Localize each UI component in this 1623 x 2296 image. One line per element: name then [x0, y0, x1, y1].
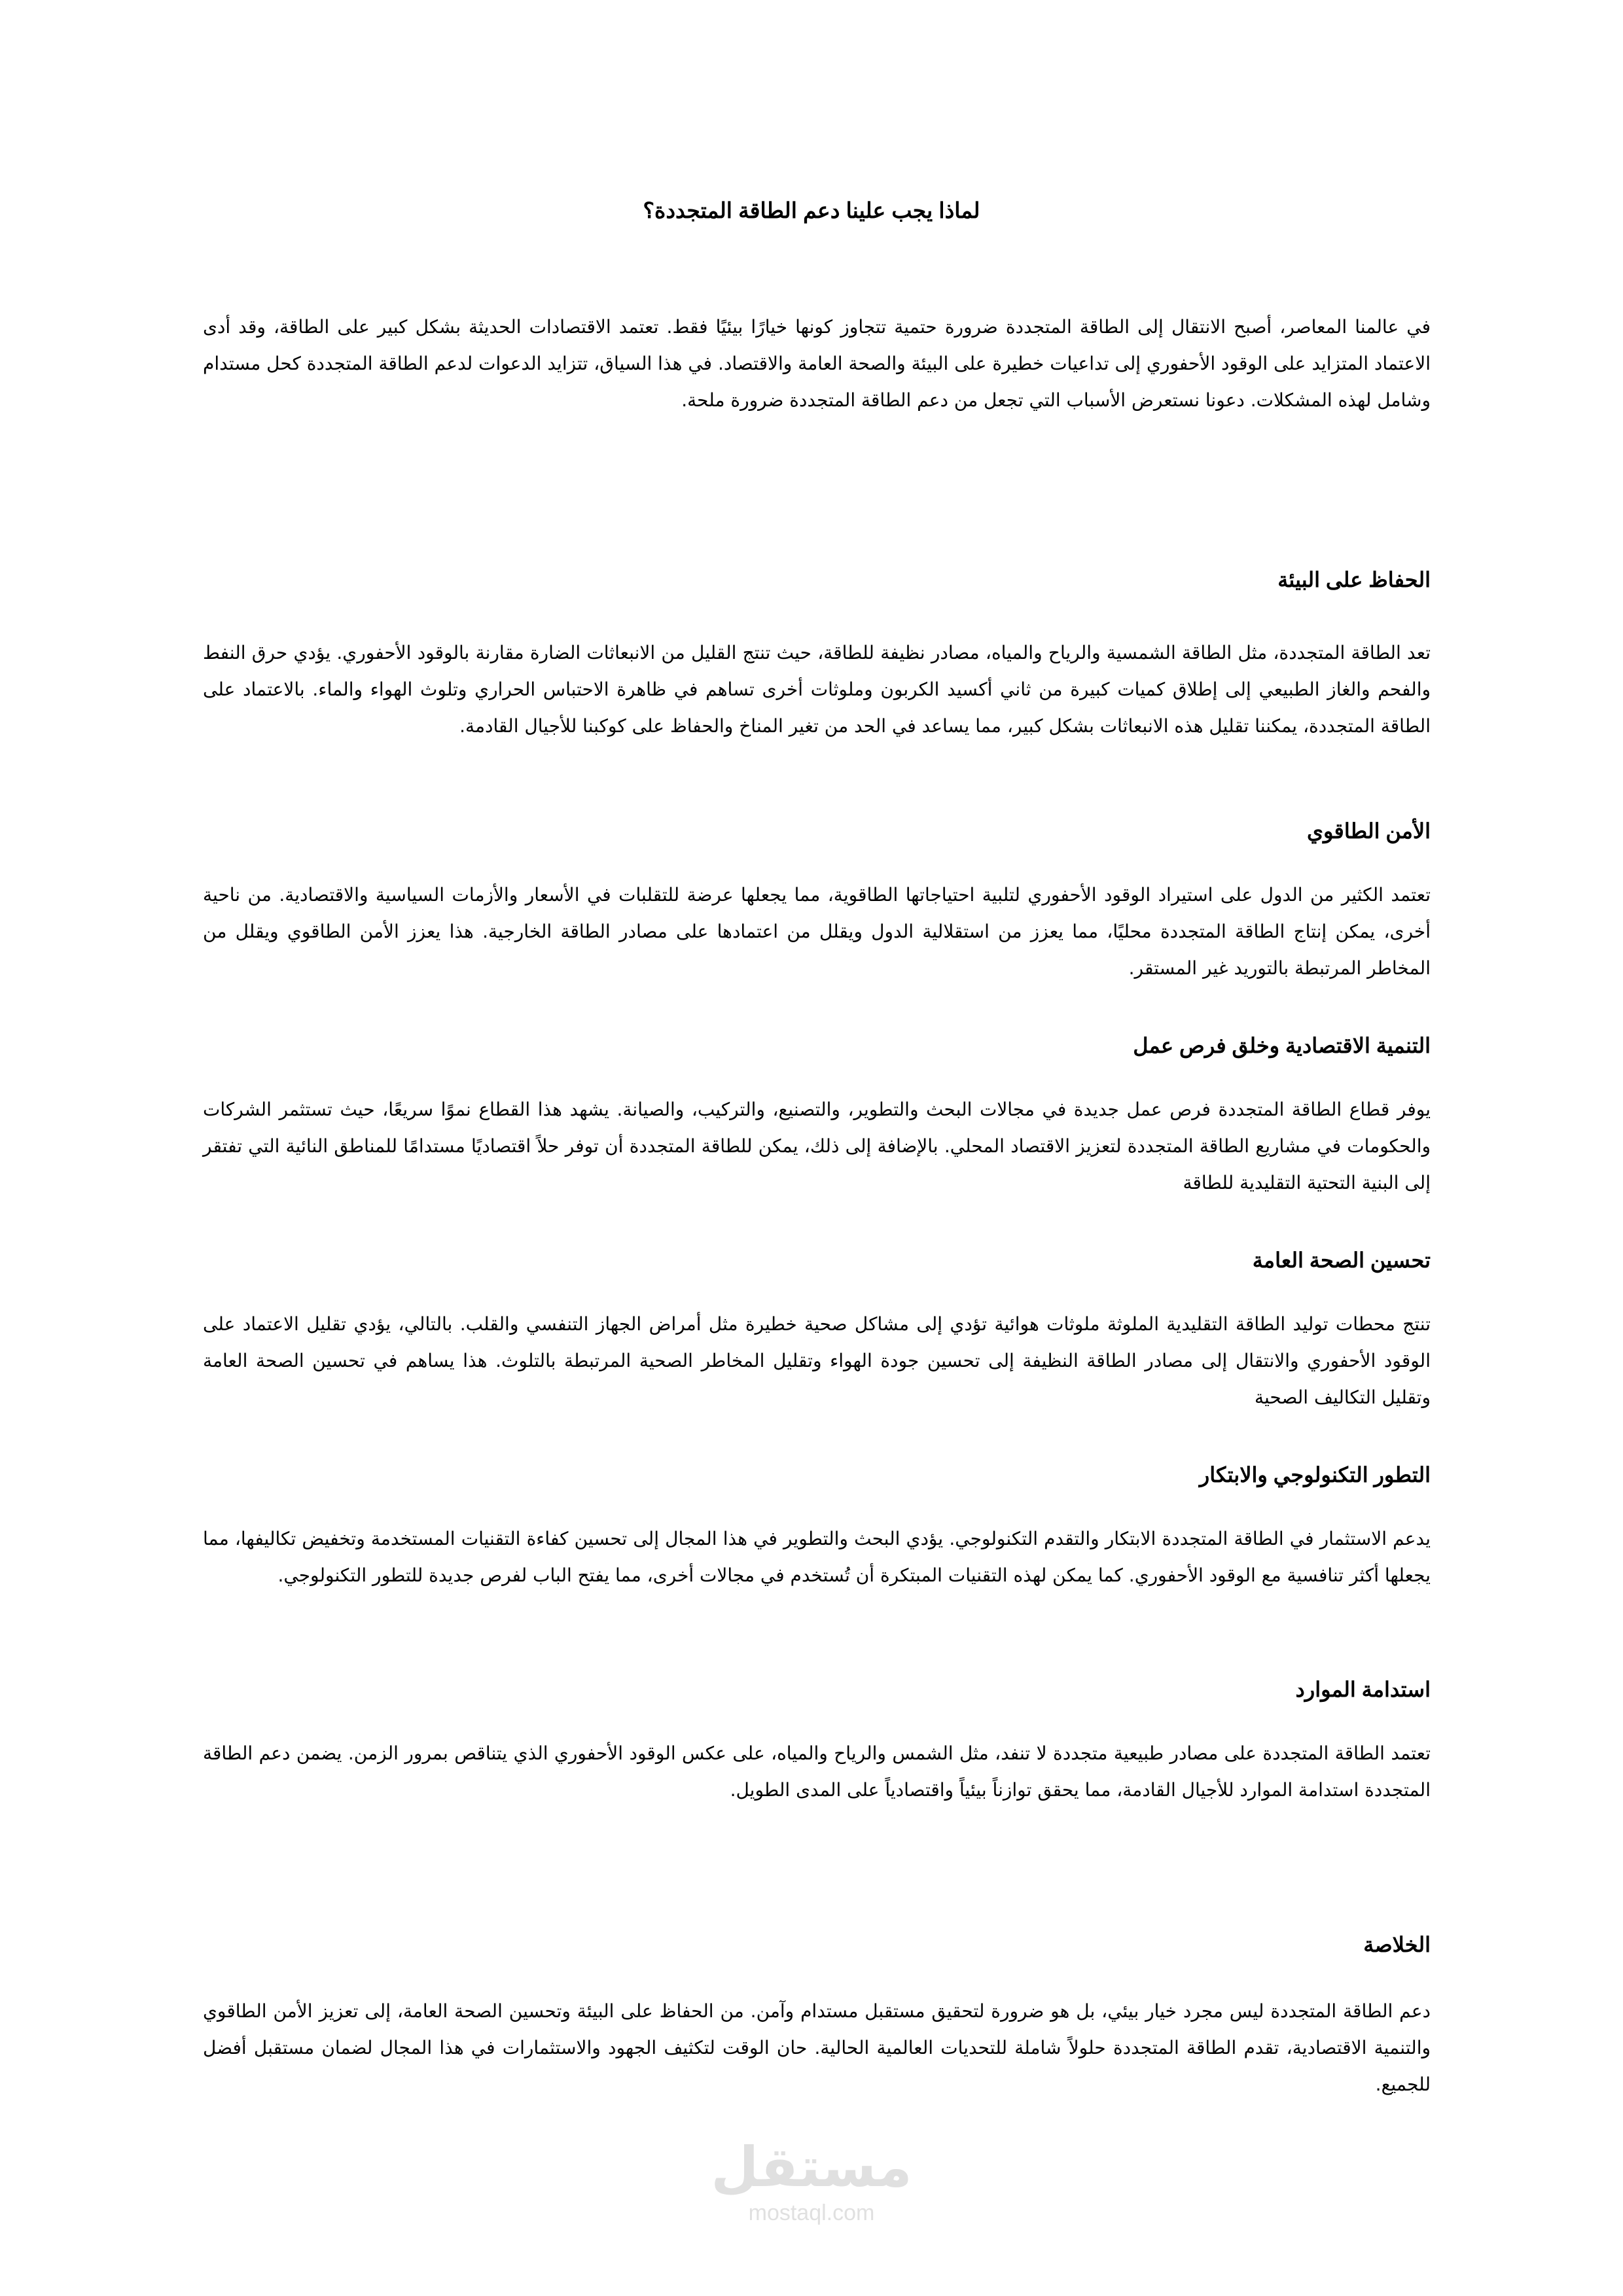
watermark-url: mostaql.com [748, 2200, 875, 2225]
section-heading-resource-sustainability: استدامة الموارد [1295, 1678, 1431, 1701]
document-title: لماذا يجب علينا دعم الطاقة المتجددة؟ [643, 198, 980, 222]
section-body-economic-development: يوفر قطاع الطاقة المتجددة فرص عمل جديدة في مجالات البحث والتطوير، والتصنيع، والتركيب، والصيانة. يشهد هذا القطاع نموًا سريعًا، حيث تستثمر الشركات والحكومات في مشاريع الطاقة المتجددة لتعزيز الاقتصاد المحلي. بالإضافة إلى ذلك، يمكن للطاقة المتجددة أن توفر حلاً اقتصاديًا مستدامًا للمناطق النائية التي تفتقر إلى البنية التحتية التقليدية للطاقة [203, 1099, 1431, 1193]
section-body-environment: تعد الطاقة المتجددة، مثل الطاقة الشمسية والرياح والمياه، مصادر نظيفة للطاقة، حيث تنتج القليل من الانبعاثات الضارة مقارنة بالوقود الأحفوري. يؤدي حرق النفط والفحم والغاز الطبيعي إلى إطلاق كميات كبيرة من ثاني أكسيد الكربون وملوثات أخرى تساهم في ظاهرة الاحتباس الحراري وتلوث الهواء والماء. بالاعتماد على الطاقة المتجددة، يمكننا تقليل هذه الانبعاثات بشكل كبير، مما يساعد في الحد من تغير المناخ والحفاظ على كوكبنا للأجيال القادمة. [203, 642, 1431, 737]
mostaql-watermark [694, 2134, 929, 2226]
section-heading-economic-development: التنمية الاقتصادية وخلق فرص عمل [1133, 1034, 1431, 1057]
section-heading-technology: التطور التكنولوجي والابتكار [1199, 1463, 1431, 1487]
watermark-logo: مستقل [711, 2135, 912, 2199]
intro-paragraph: في عالمنا المعاصر، أصبح الانتقال إلى الطاقة المتجددة ضرورة حتمية تتجاوز كونها خيارًا بيئيًا فقط. تعتمد الاقتصادات الحديثة بشكل كبير على الطاقة، وقد أدى الاعتماد المتزايد على الوقود الأحفوري إلى تداعيات خطيرة على البيئة والصحة العامة والاقتصاد. في هذا السياق، تتزايد الدعوات لدعم الطاقة المتجددة كحل مستدام وشامل لهذه المشكلات. دعونا نستعرض الأسباب التي تجعل من دعم الطاقة المتجددة ضرورة ملحة. [203, 316, 1431, 411]
section-body-public-health: تنتج محطات توليد الطاقة التقليدية الملوثة ملوثات هوائية تؤدي إلى مشاكل صحية خطيرة مثل أمراض الجهاز التنفسي والقلب. بالتالي، يؤدي تقليل الاعتماد على الوقود الأحفوري والانتقال إلى مصادر الطاقة النظيفة إلى تحسين جودة الهواء وتقليل المخاطر الصحية المرتبطة بالتلوث. هذا يساهم في تحسين الصحة العامة وتقليل التكاليف الصحية [203, 1313, 1431, 1408]
section-heading-conclusion: الخلاصة [1363, 1933, 1431, 1956]
section-heading-energy-security: الأمن الطاقوي [1306, 819, 1431, 843]
section-body-conclusion: دعم الطاقة المتجددة ليس مجرد خيار بيئي، بل هو ضرورة لتحقيق مستقبل مستدام وآمن. من الحفاظ على البيئة وتحسين الصحة العامة، إلى تعزيز الأمن الطاقوي والتنمية الاقتصادية، تقدم الطاقة المتجددة حلولاً شاملة للتحديات العالمية الحالية. حان الوقت لتكثيف الجهود والاستثمارات في هذا المجال لضمان مستقبل أفضل للجميع. [203, 2000, 1431, 2095]
section-heading-public-health: تحسين الصحة العامة [1252, 1248, 1431, 1272]
section-body-resource-sustainability: تعتمد الطاقة المتجددة على مصادر طبيعية متجددة لا تنفد، مثل الشمس والرياح والمياه، على عكس الوقود الأحفوري الذي يتناقص بمرور الزمن. يضمن دعم الطاقة المتجددة استدامة الموارد للأجيال القادمة، مما يحقق توازناً بيئياً واقتصادياً على المدى الطويل. [203, 1742, 1431, 1801]
section-heading-environment: الحفاظ على البيئة [1277, 568, 1431, 592]
section-body-technology: يدعم الاستثمار في الطاقة المتجددة الابتكار والتقدم التكنولوجي. يؤدي البحث والتطوير في هذا المجال إلى تحسين كفاءة التقنيات المستخدمة وتخفيض تكاليفها، مما يجعلها أكثر تنافسية مع الوقود الأحفوري. كما يمكن لهذه التقنيات المبتكرة أن تُستخدم في مجالات أخرى، مما يفتح الباب لفرص جديدة للتطور التكنولوجي. [203, 1528, 1431, 1586]
section-body-energy-security: تعتمد الكثير من الدول على استيراد الوقود الأحفوري لتلبية احتياجاتها الطاقوية، مما يجعلها عرضة للتقلبات في الأسعار والأزمات السياسية والاقتصادية. من ناحية أخرى، يمكن إنتاج الطاقة المتجددة محليًا، مما يعزز من استقلالية الدول ويقلل من اعتمادها على مصادر الطاقة الخارجية. هذا يعزز الأمن الطاقوي ويقلل من المخاطر المرتبطة بالتوريد غير المستقر. [203, 884, 1431, 979]
